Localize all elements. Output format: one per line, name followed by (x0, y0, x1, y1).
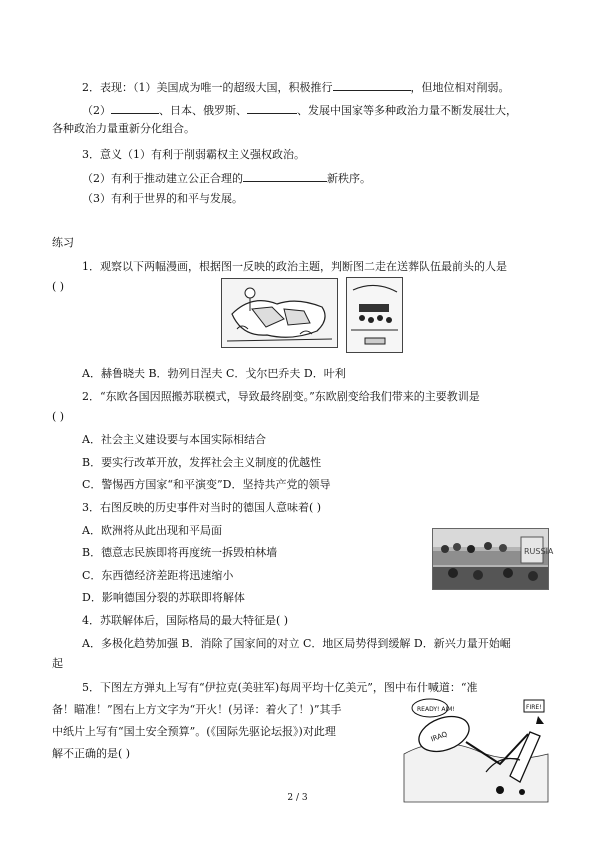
answer-blank[interactable] (243, 170, 327, 182)
q2-blank[interactable]: ( ) (52, 410, 65, 423)
summary-item-3-2 (82, 170, 371, 186)
q4-options-cont: 起 (52, 657, 63, 670)
answer-blank[interactable] (111, 102, 159, 114)
cartoon-map-illustration (222, 279, 337, 347)
summary-item-2-2-label: （2） (82, 104, 111, 117)
bomb-label: IRAQ (429, 730, 449, 744)
q5-line-1: 5．下图左方弹丸上写有“伊拉克(美驻军)每周平均十亿美元”，图中布什喊道：“准 (82, 681, 478, 694)
q5-line-2: 备！瞄准！”图右上方文字为“开火！(另译：着火了！)”其手 (52, 703, 342, 716)
summary-item-3-2-suffix: 新秩序。 (327, 172, 371, 185)
summary-item-3-1: 3．意义（1）有利于削弱霸权主义强权政治。 (82, 148, 305, 161)
speech-bubble-text: READY! AIM! (417, 706, 455, 713)
summary-item-2-2 (82, 102, 517, 118)
answer-blank[interactable] (333, 79, 411, 91)
q3-option-b: B．德意志民族即将再度统一拆毁柏林墙 (82, 546, 278, 559)
q2-stem: 2．“东欧各国因照搬苏联模式，导致最终剧变。”东欧剧变给我们带来的主要教训是 (82, 390, 480, 403)
summary-item-2-2-suffix: 、发展中国家等多种政治力量不断发展壮大， (297, 104, 517, 117)
q2-option-c: C．警惕西方国家“和平演变”D．坚持共产党的领导 (82, 478, 331, 491)
q1-options: A．赫鲁晓夫 B．勃列日涅夫 C．戈尔巴乔夫 D．叶利 (82, 367, 346, 380)
slingshot-illustration (400, 694, 552, 804)
q1-stem: 1．观察以下两幅漫画，根据图一反映的政治主题，判断图二走在送葬队伍最前头的人是 (82, 260, 507, 273)
q2-option-b: B．要实行改革开放，发挥社会主义制度的优越性 (82, 456, 322, 469)
wall-graffiti-text: RUSSIA (524, 547, 554, 556)
q4-options: A．多极化趋势加强 B．消除了国家间的对立 C．地区局势得到缓解 D．新兴力量开始崛 (82, 637, 511, 650)
q3-option-a: A．欧洲将从此出现和平局面 (82, 524, 222, 537)
summary-item-2-suffix: ，但地位相对削弱。 (410, 81, 510, 94)
q4-stem: 4．苏联解体后，国际格局的最大特征是( ) (82, 614, 289, 627)
answer-blank[interactable] (247, 102, 297, 114)
summary-item-2-prefix: 2．表现：（1）美国成为唯一的超级大国，积极推行 (82, 81, 333, 94)
slingshot-cartoon (400, 694, 552, 804)
fire-text: FIRE! (526, 704, 542, 711)
funeral-procession-illustration (347, 278, 402, 352)
q3-stem: 3．右图反映的历史事件对当时的德国人意味着( ) (82, 501, 322, 514)
q3-option-d: D．影响德国分裂的苏联即将解体 (82, 591, 245, 604)
berlin-wall-photo (432, 528, 554, 590)
summary-item-2-2-mid: 、日本、俄罗斯、 (159, 104, 247, 117)
cartoon-2-image (346, 277, 403, 353)
q2-option-a: A．社会主义建设要与本国实际相结合 (82, 433, 266, 446)
q5-line-3: 中纸片上写有“国土安全预算”。(《国际先驱论坛报》)对此理 (52, 725, 336, 738)
summary-item-3-3: （3）有利于世界的和平与发展。 (82, 192, 243, 205)
berlin-wall-crowd-illustration (433, 529, 554, 589)
cartoon-1-image (221, 278, 338, 348)
summary-item-2-2-cont: 各种政治力量重新分化组合。 (52, 122, 195, 135)
summary-item-3-2-prefix: （2）有利于推动建立公正合理的 (82, 172, 243, 185)
q1-blank[interactable]: ( ) (52, 280, 65, 293)
q3-option-c: C．东西德经济差距将迅速缩小 (82, 569, 234, 582)
page-number: 2 / 3 (287, 793, 308, 803)
q5-line-4: 解不正确的是( ) (52, 747, 131, 760)
practice-title: 练习 (52, 236, 74, 249)
summary-item-2 (82, 79, 510, 95)
